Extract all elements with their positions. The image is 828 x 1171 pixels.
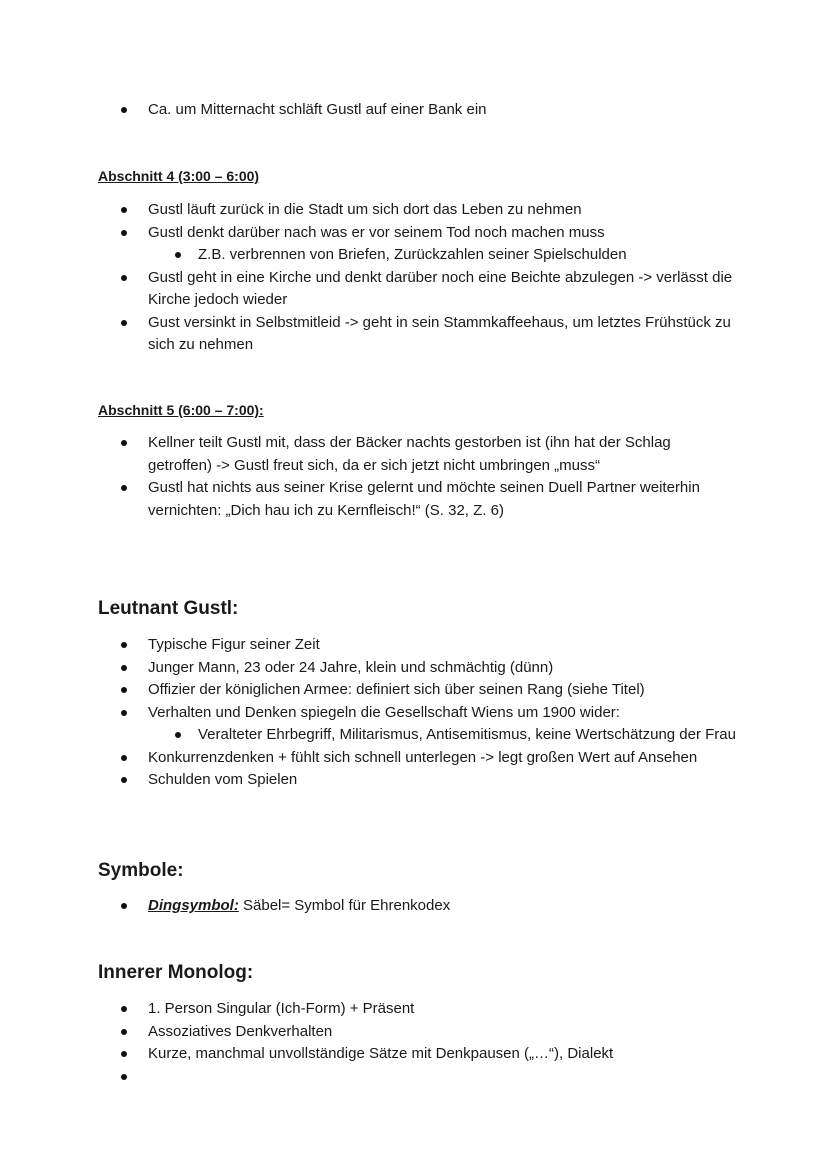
list-item [0,895,828,918]
dingsymbol-text: Säbel= Symbol für Ehrenkodex [238,897,451,914]
abschnitt-4-list [0,199,828,357]
list-item: Gustl läuft zurück in die Stadt um sich dort das Leben zu nehmen [0,199,828,222]
empty-list-item [0,1066,828,1089]
list-item: Junger Mann, 23 oder 24 Jahre, klein und schmächtig (dünn) [0,657,828,680]
list-item: Typische Figur seiner Zeit [0,634,828,657]
list-item: Kurze, manchmal unvollständige Sätze mit Denkpausen („…“), Dialekt [0,1043,828,1066]
list-item: Kellner teilt Gustl mit, dass der Bäcker nachts gestorben ist (ihn hat der Schlag getroffen) -> Gustl freut sich, da er sich jetzt nicht umbringen „muss“ [0,432,828,477]
dingsymbol-label: Dingsymbol: [148,897,239,914]
list-item: Konkurrenzdenken + fühlt sich schnell unterlegen -> legt großen Wert auf Ansehen [0,747,828,770]
list-item: Ca. um Mitternacht schläft Gustl auf einer Bank ein [0,99,828,122]
leutnant-list [0,634,828,792]
symbole-list [0,895,828,918]
abschnitt-5-list [0,432,828,522]
list-item: 1. Person Singular (Ich-Form) + Präsent [0,998,828,1021]
heading-leutnant-gustl: Leutnant Gustl: [98,598,239,619]
sub-list-item: Z.B. verbrennen von Briefen, Zurückzahlen seiner Spielschulden [0,244,828,267]
list-item: Gustl geht in eine Kirche und denkt darüber noch eine Beichte abzulegen -> verlässt die Kirche jedoch wieder [0,267,828,312]
sub-list-item: Veralteter Ehrbegriff, Militarismus, Antisemitismus, keine Wertschätzung der Frau [0,724,828,747]
monolog-list [0,998,828,1088]
section-heading-abschnitt-4: Abschnitt 4 (3:00 – 6:00) [98,168,260,184]
list-item: Offizier der königlichen Armee: definiert sich über seinen Rang (siehe Titel) [0,679,828,702]
section-heading-abschnitt-5: Abschnitt 5 (6:00 – 7:00): [98,402,264,418]
heading-symbole: Symbole: [98,860,184,881]
intro-list [0,99,828,122]
list-item: Gustl hat nichts aus seiner Krise gelernt und möchte seinen Duell Partner weiterhin vernichten: „Dich hau ich zu Kernfleisch!“ (S. 32, Z. 6) [0,477,828,522]
list-item: Verhalten und Denken spiegeln die Gesellschaft Wiens um 1900 wider: [0,702,828,725]
list-item: Assoziatives Denkverhalten [0,1021,828,1044]
heading-innerer-monolog: Innerer Monolog: [98,962,254,983]
list-item: Schulden vom Spielen [0,769,828,792]
list-item: Gustl denkt darüber nach was er vor seinem Tod noch machen muss [0,222,828,245]
list-item: Gust versinkt in Selbstmitleid -> geht in sein Stammkaffeehaus, um letztes Frühstück zu sich zu nehmen [0,312,828,357]
